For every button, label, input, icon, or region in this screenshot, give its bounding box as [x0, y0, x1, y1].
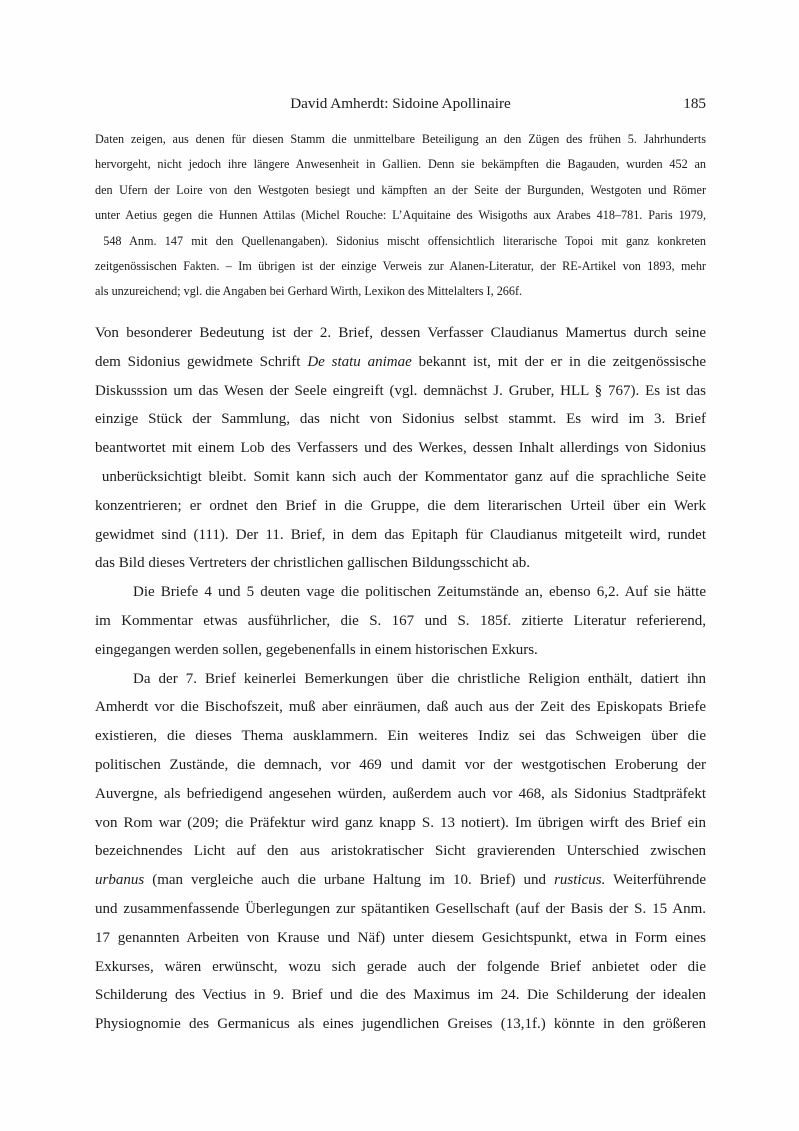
paragraph	[95, 319, 706, 578]
footnote-line: unter Aetius gegen die Hunnen Attilas (Michel Rouche: L’Aquitaine des Wisigoths aux Arabes 418–781. Paris 1979,	[95, 208, 706, 223]
text-run: bekannt ist, mit der er in die zeitgenössische	[411, 353, 706, 370]
text-line: Auvergne, als befriedigend angesehen würden, außerdem auch vor 468, als Sidonius Stadtpräfekt	[95, 785, 706, 802]
body-text	[95, 319, 706, 1039]
text-line: beantwortet mit einem Lob des Verfassers und des Werkes, dessen Inhalt allerdings von Sidonius	[95, 440, 706, 457]
footnote-line: Daten zeigen, aus denen für diesen Stamm die unmittelbare Beteiligung an den Zügen des frühen 5. Jahrhunderts	[95, 132, 706, 146]
running-header	[95, 95, 706, 113]
footnote-block	[95, 127, 706, 305]
footnote-line: 548 Anm. 147 mit den Quellenangaben). Sidonius mischt offensichtlich literarische Topoi mit ganz konkreten	[95, 233, 706, 248]
text-line: bezeichnendes Licht auf den aus aristokratischer Sicht gravierenden Unterschied zwischen	[95, 843, 706, 860]
italic-text-run: urbanus	[95, 872, 145, 889]
text-line: gewidmet sind (111). Der 11. Brief, in dem das Epitaph für Claudianus mitgeteilt wird, rundet	[95, 526, 706, 543]
text-line: das Bild dieses Vertreters der christlichen gallischen Bildungsschicht ab.	[95, 555, 531, 572]
running-title: David Amherdt: Sidoine Apollinaire	[290, 95, 511, 112]
text-line	[95, 866, 706, 895]
text-line: einzige Stück der Sammlung, das nicht von Sidonius selbst stammt. Es wird im 3. Brief	[95, 411, 706, 428]
page-number: 185	[683, 95, 706, 112]
text-line: politischen Zustände, die demnach, vor 469 und damit vor der westgotischen Eroberung der	[95, 756, 706, 773]
italic-text-run: rusticus.	[554, 872, 606, 889]
text-line: und zusammenfassende Überlegungen zur spätantiken Gesellschaft (auf der Basis der S. 15 Anm.	[95, 900, 706, 917]
text-run: dem Sidonius gewidmete Schrift	[95, 353, 308, 370]
footnote-line: hervorgeht, nicht jedoch ihre längere Anwesenheit in Gallien. Denn sie bekämpften die Bagauden, wurden 452 an	[95, 157, 706, 172]
text-run: (man vergleiche auch die urbane Haltung im 10. Brief) und	[144, 872, 555, 889]
text-line: eingegangen werden sollen, gegebenenfalls in einem historischen Exkurs.	[95, 641, 538, 658]
text-line: Amherdt vor die Bischofszeit, muß aber einräumen, daß auch aus der Zeit des Episkopats Briefe	[95, 699, 706, 716]
paragraph	[95, 578, 706, 664]
footnote-line: zeitgenössischen Fakten. – Im übrigen ist der einzige Verweis zur Alanen-Literatur, der RE-Artikel von 1893, mehr	[95, 258, 706, 273]
text-line: Die Briefe 4 und 5 deuten vage die politischen Zeitumstände an, ebenso 6,2. Auf sie hätte	[133, 584, 706, 601]
text-line: existieren, die dieses Thema ausklammern. Ein weiteres Indiz sei das Schweigen über die	[95, 728, 706, 745]
footnote-line: den Ufern der Loire von den Westgoten besiegt und kämpften an der Seite der Burgunden, Westgoten und Römer	[95, 182, 706, 197]
paragraph	[95, 665, 706, 1039]
footnote-line: als unzureichend; vgl. die Angaben bei Gerhard Wirth, Lexikon des Mittelalters I, 266f.	[95, 284, 523, 299]
text-line: Da der 7. Brief keinerlei Bemerkungen über die christliche Religion enthält, datiert ihn	[133, 670, 706, 687]
text-line: im Kommentar etwas ausführlicher, die S. 167 und S. 185f. zitierte Literatur referierend,	[95, 612, 706, 629]
text-line: Diskusssion um das Wesen der Seele eingreift (vgl. demnächst J. Gruber, HLL § 767). Es ist das	[95, 382, 706, 399]
text-line	[95, 348, 706, 377]
text-line: Von besonderer Bedeutung ist der 2. Brief, dessen Verfasser Claudianus Mamertus durch seine	[95, 325, 706, 341]
italic-text-run: De statu animae	[307, 353, 412, 370]
text-line: Schilderung des Vectius in 9. Brief und die des Maximus im 24. Die Schilderung der idealen	[95, 987, 706, 1004]
text-line: konzentrieren; er ordnet den Brief in die Gruppe, die dem literarischen Urteil über ein Werk	[95, 497, 706, 514]
text-line: Physiognomie des Germanicus als eines jugendlichen Greises (13,1f.) könnte in den größeren	[95, 1016, 706, 1033]
text-line: Exkurses, wären erwünscht, wozu sich gerade auch der folgende Brief anbietet oder die	[95, 958, 706, 975]
text-line: unberücksichtigt bleibt. Somit kann sich auch der Kommentator ganz auf die sprachliche Seite	[95, 468, 706, 485]
text-line: von Rom war (209; die Präfektur wird ganz knapp S. 13 notiert). Im übrigen wirft des Brief ein	[95, 814, 706, 831]
text-run: Weiterführende	[605, 872, 706, 889]
text-line: 17 genannten Arbeiten von Krause und Näf) unter diesem Gesichtspunkt, etwa in Form eines	[95, 929, 706, 946]
